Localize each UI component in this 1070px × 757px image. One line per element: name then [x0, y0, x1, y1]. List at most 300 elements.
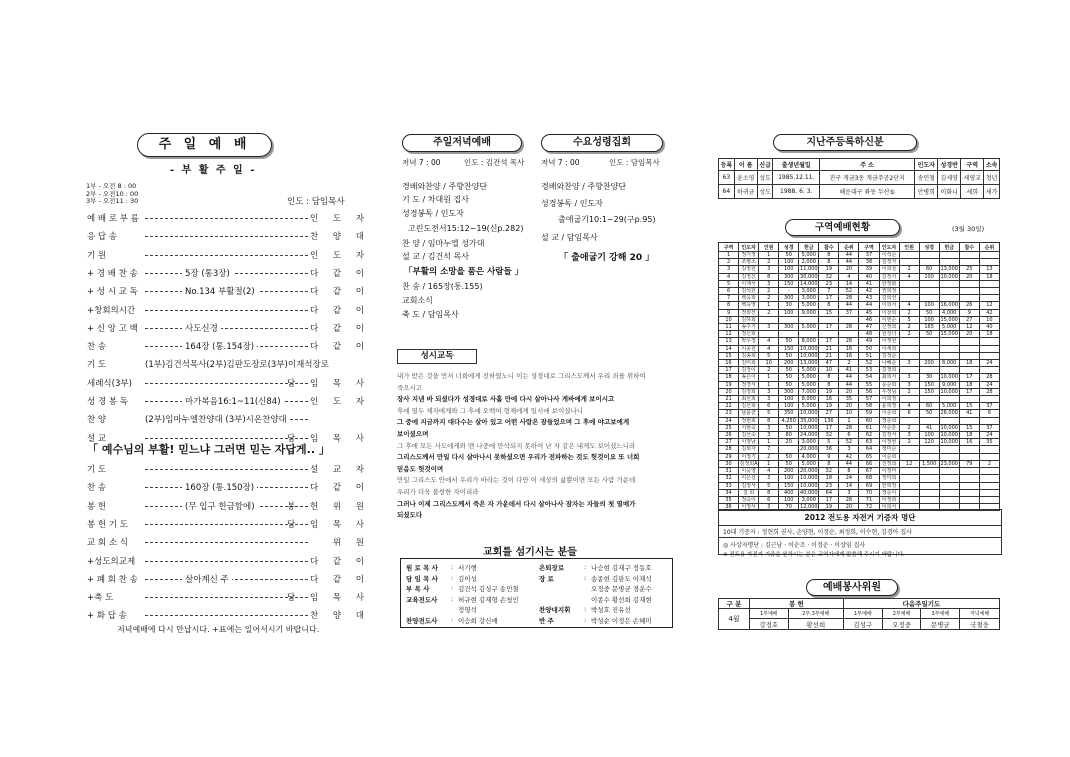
- table-cell: 42: [839, 453, 859, 460]
- header-cell: 참수: [959, 243, 979, 252]
- staff-box: [400, 558, 673, 628]
- order-row: [87, 536, 370, 552]
- table-cell: [919, 446, 939, 453]
- table-cell: [939, 417, 959, 424]
- table-cell: 100: [919, 302, 939, 309]
- table-cell: [979, 417, 999, 424]
- table-cell: 50: [779, 460, 799, 467]
- table-cell: 136: [819, 417, 839, 424]
- table-row: [719, 496, 1000, 503]
- table-cell: 윤희정: [879, 403, 899, 410]
- table-cell: 2: [759, 288, 779, 295]
- table-cell: 2: [899, 309, 919, 316]
- order-leader-line: [145, 542, 308, 543]
- table-cell: [939, 288, 959, 295]
- table-cell: [919, 396, 939, 403]
- order-person: 봉 헌 위 원: [287, 501, 370, 512]
- table-cell: 새가: [984, 185, 1000, 199]
- table-cell: 64: [719, 185, 735, 199]
- table-cell: 65: [859, 453, 879, 460]
- table-row: [719, 475, 1000, 482]
- service-time: 3부 - 오전11 : 30: [86, 197, 139, 205]
- table-cell: 1,500: [919, 460, 939, 467]
- table-cell: 28: [839, 295, 859, 302]
- service-leader: 인도 : 담임목사: [287, 197, 345, 207]
- table-row: [719, 417, 1000, 424]
- table-cell: [979, 475, 999, 482]
- evening-scripture: 고린도전서15:12~19(신p.282): [408, 224, 524, 233]
- table-cell: 23: [719, 410, 739, 417]
- table-cell: 37: [979, 424, 999, 431]
- table-cell: 22: [719, 403, 739, 410]
- table-cell: 15,000: [940, 316, 958, 323]
- table-cell: [959, 446, 979, 453]
- table-cell: 35,000: [800, 417, 818, 424]
- table-cell: 8,000: [799, 396, 819, 403]
- table-cell: 50: [779, 367, 799, 374]
- table-cell: 59: [859, 410, 879, 417]
- staff-role: 원 로 목 사: [406, 564, 438, 572]
- evening-item: 축 도 / 담임목사: [402, 310, 459, 319]
- table-cell: 이현순: [879, 316, 899, 323]
- table-cell: 26: [719, 432, 739, 439]
- order-detail: 사도신경: [182, 322, 221, 334]
- order-row: [87, 413, 370, 429]
- table-cell: 2: [979, 460, 999, 467]
- staff-title: 교회를 섬기시는 분들: [483, 547, 577, 558]
- table-cell: [979, 338, 999, 345]
- table-cell: 20: [839, 388, 859, 395]
- table-cell: 20: [959, 331, 979, 338]
- order-leader-line: [145, 615, 308, 616]
- order-person: 다 같 이: [309, 268, 370, 279]
- table-cell: [979, 295, 999, 302]
- header-cell: 인원: [759, 243, 779, 252]
- table-cell: [919, 338, 939, 345]
- table-cell: [939, 468, 959, 475]
- table-cell: 43: [859, 295, 879, 302]
- table-cell: 165: [919, 324, 939, 331]
- table-row: [719, 446, 1000, 453]
- district-date: (3월 30일): [952, 225, 985, 233]
- header-cell: 3부예배: [921, 609, 960, 619]
- order-detail: (2부)임마누엘찬양대 (3부)시온찬양대: [142, 413, 290, 425]
- header-cell: 구역: [961, 159, 984, 171]
- table-cell: 28: [839, 424, 859, 431]
- order-label: 기 도: [87, 465, 107, 475]
- table-cell: 김정서: [879, 432, 899, 439]
- staff-role: 반 주: [539, 616, 554, 625]
- table-cell: [779, 331, 799, 338]
- order-label: + 폐 회 찬 송: [87, 574, 138, 585]
- staff-colon: :: [451, 573, 454, 582]
- table-cell: 50: [919, 410, 939, 417]
- table-cell: 김희선: [879, 295, 899, 302]
- table-cell: 이희삼: [879, 266, 899, 273]
- table-cell: 권희정: [879, 288, 899, 295]
- table-cell: 3: [759, 504, 779, 511]
- table-cell: 16: [819, 396, 839, 403]
- table-cell: 35: [839, 396, 859, 403]
- order-row: [87, 609, 370, 625]
- header-cell: 순위: [979, 243, 999, 252]
- table-cell: 김정신: [739, 273, 759, 280]
- table-cell: 김 희: [739, 489, 759, 496]
- table-cell: 67: [859, 468, 879, 475]
- table-cell: 5: [759, 482, 779, 489]
- table-header: [719, 159, 1000, 171]
- reading-line: 믿음도 헛것이며: [397, 464, 444, 473]
- table-cell: 이정기: [739, 453, 759, 460]
- table-cell: 10,000: [800, 475, 818, 482]
- header-cell: 순위: [839, 243, 859, 252]
- table-cell: 46: [859, 316, 879, 323]
- table-row: [719, 316, 1000, 323]
- table-cell: 18: [959, 360, 979, 367]
- table-cell: 100: [779, 403, 799, 410]
- table-cell: [899, 367, 919, 374]
- table-cell: 6: [719, 288, 739, 295]
- table-cell: [939, 446, 959, 453]
- table-row: [719, 453, 1000, 460]
- bike-note: ※ 전도용 자전거 기증을 원하시는 분은 교역자에게 말씀해 주시기 바랍니다.: [723, 552, 905, 558]
- order-leader-line: [145, 438, 308, 439]
- table-cell: 15: [719, 352, 739, 359]
- table-cell: 김성구: [843, 619, 882, 630]
- wed-scripture: 출애굽기10:1~29(구p.95): [558, 215, 656, 224]
- table-cell: 정미희: [879, 475, 899, 482]
- table-cell: 김세영: [938, 171, 961, 185]
- table-cell: 3: [759, 475, 779, 482]
- table-cell: 2: [899, 266, 919, 273]
- table-cell: 진구 개금3동 개금주공2단지: [820, 171, 915, 185]
- table-cell: 2: [719, 259, 739, 266]
- order-label: +창회의시간: [87, 305, 136, 316]
- staff-role: 찬양대지휘: [539, 606, 571, 614]
- order-label: 기 도: [87, 360, 107, 371]
- table-cell: 하귀균: [734, 185, 757, 199]
- table-cell: 5,000: [799, 381, 819, 388]
- order-person: 찬 양 대: [309, 232, 370, 243]
- table-row: [719, 309, 1000, 316]
- order-leader-line: [145, 597, 308, 598]
- table-cell: 21: [819, 352, 839, 359]
- table-cell: 54: [859, 374, 879, 381]
- order-row: [87, 555, 370, 571]
- table-cell: 37: [839, 309, 859, 316]
- header-cell: 성경: [779, 243, 799, 252]
- table-cell: 44: [839, 460, 859, 467]
- table-cell: 12: [959, 324, 979, 331]
- table-cell: 9: [959, 309, 979, 316]
- table-row: [719, 482, 1000, 489]
- table-cell: 37: [859, 252, 879, 259]
- header-cell: 출생년월일: [773, 159, 820, 171]
- table-cell: 김정서: [879, 273, 899, 280]
- table-cell: 19: [719, 381, 739, 388]
- table-cell: 63: [859, 439, 879, 446]
- table-row: [719, 489, 1000, 496]
- table-cell: 33: [719, 482, 739, 489]
- table-cell: [899, 417, 919, 424]
- staff-colon: :: [451, 563, 454, 571]
- table-cell: [899, 345, 919, 352]
- table-cell: 40: [979, 324, 999, 331]
- table-cell: 이순희: [879, 453, 899, 460]
- table-cell: [959, 259, 979, 266]
- order-person: 찬 양 대: [309, 611, 370, 622]
- table-cell: 32: [719, 475, 739, 482]
- table-cell: 6: [899, 410, 919, 417]
- table-cell: 5,000: [799, 302, 819, 309]
- table-cell: [939, 453, 959, 460]
- table-cell: 17: [819, 496, 839, 503]
- table-cell: 윤소영: [734, 171, 757, 185]
- table-cell: [959, 288, 979, 295]
- table-cell: [899, 352, 919, 359]
- order-label: 기 원: [87, 250, 107, 261]
- header-cell: 구역: [719, 243, 739, 252]
- table-cell: [939, 280, 959, 287]
- table-cell: 100: [919, 273, 939, 280]
- table-cell: 2: [759, 367, 779, 374]
- order-row: [87, 304, 370, 320]
- table-cell: 42: [979, 309, 999, 316]
- table-row: [719, 185, 1000, 199]
- table-cell: 6: [759, 403, 779, 410]
- table-cell: 10: [979, 316, 999, 323]
- table-cell: 김정원: [739, 266, 759, 273]
- table-cell: 1: [759, 439, 779, 446]
- table-cell: 이재서: [739, 280, 759, 287]
- table-cell: 3: [759, 432, 779, 439]
- table-cell: 20,000: [800, 468, 818, 475]
- staff-role: 은퇴장로: [539, 564, 565, 572]
- table-cell: 70: [779, 504, 799, 511]
- table-cell: 11,000: [800, 266, 818, 273]
- table-cell: 100: [779, 266, 799, 273]
- table-cell: 세희: [961, 185, 984, 199]
- table-cell: 3: [899, 381, 919, 388]
- table-cell: 10,000: [800, 482, 818, 489]
- table-cell: 4: [759, 345, 779, 352]
- table-cell: [959, 295, 979, 302]
- district-table: [718, 242, 1000, 511]
- staff-names: 송종현 김판도 이재석: [591, 574, 652, 583]
- table-cell: 김정희: [739, 388, 759, 395]
- order-label: 봉 헌 기 도: [87, 519, 128, 530]
- table-cell: 72: [859, 504, 879, 511]
- order-leader-line: [145, 469, 308, 470]
- table-cell: [979, 396, 999, 403]
- table-cell: 정경식: [739, 381, 759, 388]
- table-cell: 4: [759, 468, 779, 475]
- evening-item: 교회소식: [402, 296, 433, 305]
- table-cell: 정현희: [739, 417, 759, 424]
- table-cell: 38: [859, 259, 879, 266]
- table-cell: 70: [859, 489, 879, 496]
- table-cell: [899, 468, 919, 475]
- table-cell: [979, 496, 999, 503]
- footer-note: 저녁예배에 다시 만납시다. +표에는 일어서시기 바랍니다.: [117, 625, 320, 634]
- table-cell: 1: [759, 460, 779, 467]
- table-cell: 10,000: [800, 424, 818, 431]
- table-cell: 400: [779, 489, 799, 496]
- table-cell: 40: [859, 273, 879, 280]
- table-cell: 8: [819, 259, 839, 266]
- staff-colon: :: [451, 594, 454, 603]
- table-cell: 3: [759, 280, 779, 287]
- staff-names: 김건석 김성구 송민철: [458, 585, 519, 593]
- header-cell: 등록: [719, 159, 735, 171]
- header-cell: 2부,3부예배: [788, 609, 843, 619]
- serve-table: [718, 598, 1000, 630]
- table-cell: 김정순: [879, 352, 899, 359]
- table-cell: [899, 396, 919, 403]
- table-cell: 15,000: [940, 331, 958, 338]
- table-cell: 24: [839, 475, 859, 482]
- reading-line: 그 중에 지금까지 대다수는 살아 있고 어떤 사람은 잠들었으며 그 후에 야고보에게: [397, 418, 630, 427]
- table-cell: 53: [859, 367, 879, 374]
- table-cell: [899, 453, 919, 460]
- table-cell: 2: [899, 331, 919, 338]
- table-cell: [839, 331, 859, 338]
- wed-sermon: 「 출애굽기 강해 20 」: [559, 253, 655, 263]
- order-person: 다 같 이: [309, 287, 370, 298]
- evening-sermon: 「부활의 소망을 품은 사람들 」: [404, 267, 524, 277]
- evening-item: 성경봉독 / 인도자: [402, 209, 464, 218]
- order-label: +축 도: [87, 593, 114, 604]
- table-cell: 4: [759, 338, 779, 345]
- district-title: 구역예배현황: [785, 219, 900, 236]
- table-cell: 이화니: [938, 185, 961, 199]
- table-cell: 이정원: [879, 338, 899, 345]
- table-cell: 박우정: [739, 338, 759, 345]
- order-detail: 마가복음16:1~11(신84): [182, 395, 284, 407]
- table-cell: 71: [859, 496, 879, 503]
- evening-item: 찬 양 / 임마누엘 성가대: [402, 239, 485, 248]
- table-cell: [979, 367, 999, 374]
- table-cell: 8: [759, 273, 779, 280]
- reading-line: 후에 열두 제자에게와 그 후에 오백여 형제에게 일시에 보이셨나니: [397, 406, 584, 415]
- table-cell: 24: [979, 360, 999, 367]
- table-cell: 19: [819, 403, 839, 410]
- order-label: 찬 양: [87, 415, 107, 426]
- table-cell: [939, 367, 959, 374]
- table-cell: [939, 345, 959, 352]
- table-cell: 63: [719, 171, 735, 185]
- table-cell: [779, 446, 799, 453]
- table-cell: 김정희A: [739, 460, 758, 467]
- table-cell: 이석순: [879, 252, 899, 259]
- table-cell: 52: [859, 360, 879, 367]
- order-leader-line: [145, 383, 308, 384]
- order-detail: (무 입구 헌금함에): [182, 500, 258, 512]
- table-cell: 24,000: [800, 432, 818, 439]
- table-cell: [919, 496, 939, 503]
- table-cell: [799, 316, 819, 323]
- table-cell: 21: [819, 345, 839, 352]
- table-cell: [919, 252, 939, 259]
- bike-box: [718, 509, 1002, 558]
- header-cell: 구역: [859, 243, 879, 252]
- table-cell: 64: [859, 446, 879, 453]
- header-cell: 이 름: [734, 159, 757, 171]
- table-cell: 8,000: [939, 360, 959, 367]
- table-cell: [959, 468, 979, 475]
- staff-names: 정영석: [458, 606, 477, 614]
- table-cell: 100: [779, 396, 799, 403]
- table-cell: 이순희: [879, 410, 899, 417]
- table-cell: 14: [839, 482, 859, 489]
- table-cell: 서현숙: [739, 424, 759, 431]
- order-row: [87, 573, 370, 589]
- table-cell: 4: [839, 273, 859, 280]
- table-cell: 30,000: [800, 273, 818, 280]
- table-cell: 50: [859, 345, 879, 352]
- table-cell: 문병균: [921, 619, 960, 630]
- table-cell: 이정미: [879, 468, 899, 475]
- table-header: [719, 599, 1000, 609]
- table-cell: 120: [919, 439, 939, 446]
- table-row: [719, 432, 1000, 439]
- table-cell: 4,000: [799, 453, 819, 460]
- table-cell: 300: [779, 273, 799, 280]
- table-cell: 28: [839, 324, 859, 331]
- table-cell: 10,000: [940, 432, 958, 439]
- table-cell: [959, 489, 979, 496]
- table-cell: 5,000: [939, 324, 959, 331]
- table-cell: 7: [819, 288, 839, 295]
- table-cell: 56: [859, 388, 879, 395]
- table-cell: 2: [839, 360, 859, 367]
- table-cell: [959, 396, 979, 403]
- table-cell: 성도: [757, 171, 773, 185]
- table-cell: 이정서: [739, 504, 759, 511]
- table-cell: 47: [819, 360, 839, 367]
- order-person: 인 도 자: [309, 214, 370, 224]
- table-row: [719, 410, 1000, 417]
- table-cell: [919, 482, 939, 489]
- staff-names: 박성호 진유선: [591, 606, 631, 614]
- order-row: [87, 518, 370, 534]
- order-leader-line: [145, 524, 308, 525]
- staff-names: 이승희 강신애: [458, 616, 498, 625]
- table-cell: 남윤균: [739, 410, 759, 417]
- table-cell: 100: [779, 259, 799, 266]
- table-cell: 25: [719, 424, 739, 431]
- table-cell: 31: [719, 468, 739, 475]
- table-cell: [959, 352, 979, 359]
- table-cell: [979, 482, 999, 489]
- table-cell: [959, 280, 979, 287]
- table-cell: 3: [839, 446, 859, 453]
- table-row: [719, 439, 1000, 446]
- table-cell: 18: [959, 381, 979, 388]
- table-cell: 오정중: [882, 619, 921, 630]
- table-cell: 9: [819, 453, 839, 460]
- table-cell: 23,000: [940, 460, 958, 467]
- table-cell: 36: [719, 504, 739, 511]
- wed-item: 설 교 / 담임목사: [541, 233, 598, 242]
- table-cell: 3,000: [799, 496, 819, 503]
- table-cell: 35: [719, 496, 739, 503]
- table-header: [719, 243, 1000, 252]
- table-cell: 3: [719, 266, 739, 273]
- table-cell: 20: [719, 388, 739, 395]
- table-cell: 3: [839, 489, 859, 496]
- table-cell: 원성녀: [879, 331, 899, 338]
